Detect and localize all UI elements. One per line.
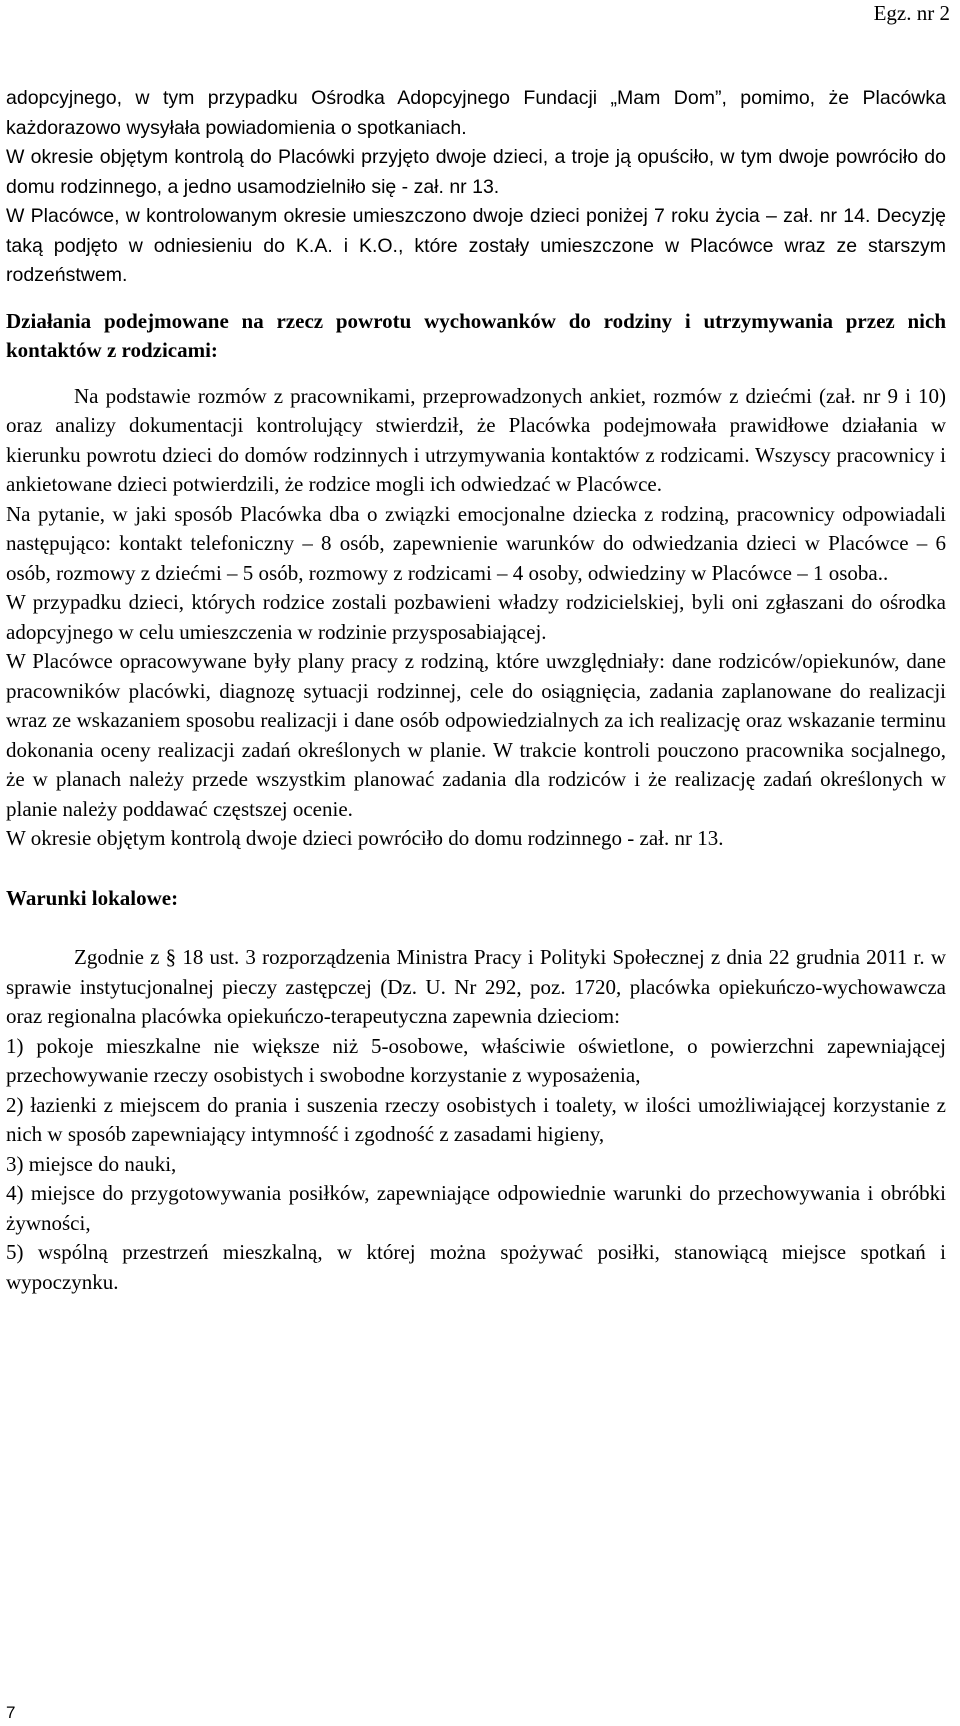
page-number: 7 <box>6 1703 16 1722</box>
paragraph-admissions: W okresie objętym kontrolą do Placówki przyjęto dwoje dzieci, a troje ją opuściło, w tym dwoje powróciło do domu rodzinnego, a jedno usamodzielniło się - zał. nr 13. <box>6 146 946 198</box>
list-item-common-space: 5) wspólną przestrzeń mieszkalną, w której można spożywać posiłki, stanowiącą miejsce spotkań i wypoczynku. <box>6 1240 946 1294</box>
list-item-study-place: 3) miejsce do nauki, <box>6 1151 177 1176</box>
section-heading-housing: Warunki lokalowe: <box>6 885 179 910</box>
paragraph-adoption-center: adopcyjnego, w tym przypadku Ośrodka Adopcyjnego Fundacji „Mam Dom”, pomimo, że Placówka każdorazowo wysyłała powiadomienia o spotkaniach. <box>6 87 946 139</box>
paragraph-emotional-bonds: Na pytanie, w jaki sposób Placówka dba o związki emocjonalne dziecka z rodziną, pracownicy odpowiadali następująco: kontakt telefoniczny – 8 osób, zapewnienie warunków do odwiedzania dzieci w Placówce – 6 osób, rozmowy z dziećmi – 5 osób, rozmowy z rodzicami – 4 osoby, odwiedziny w Placówce – 1 osoba.. <box>6 501 946 585</box>
document-body <box>6 84 946 1297</box>
list-item-bathrooms: 2) łazienki z miejscem do prania i suszenia rzeczy osobistych i toalety, w ilości umożliwiającej korzystanie z nich w sposób zapewniający intymność i zgodność z zasadami higieny, <box>6 1092 946 1146</box>
paragraph-regulation: Zgodnie z § 18 ust. 3 rozporządzenia Ministra Pracy i Polityki Społecznej z dnia 22 grudnia 2011 r. w sprawie instytucjonalnej pieczy zastępczej (Dz. U. Nr 292, poz. 1720, placówka opiekuńczo-wychowawcza oraz regionalna placówka opiekuńczo-terapeutyczna zapewnia dzieciom: <box>6 945 946 1028</box>
section-heading-family-return: Działania podejmowane na rzecz powrotu wychowanków do rodziny i utrzymywania przez nich kontaktów z rodzicami: <box>6 308 946 362</box>
paragraph-under-seven: W Placówce, w kontrolowanym okresie umieszczono dwoje dzieci poniżej 7 roku życia – zał. nr 14. Decyzję taką podjęto w odniesieniu do K.A. i K.O., które zostały umieszczone w Placówce wraz ze starszym rodzeństwem. <box>6 205 946 286</box>
list-item-kitchen: 4) miejsce do przygotowywania posiłków, zapewniające odpowiednie warunki do przechowywania i obróbki żywności, <box>6 1181 946 1235</box>
list-item-rooms: 1) pokoje mieszkalne nie większe niż 5-osobowe, właściwie oświetlone, o powierzchni zapewniającej przechowywanie rzeczy osobistych i swobodne korzystanie z wyposażenia, <box>6 1033 946 1087</box>
paragraph-interviews: Na podstawie rozmów z pracownikami, przeprowadzonych ankiet, rozmów z dziećmi (zał. nr 9 i 10) oraz analizy dokumentacji kontrolujący stwierdził, że Placówka podejmowała prawidłowe działania w kierunku powrotu dzieci do domów rodzinnych i utrzymywania kontaktów z rodzicami. Wszyscy pracownicy i ankietowane dzieci potwierdzili, że rodzice mogli ich odwiedzać w Placówce. <box>6 383 946 496</box>
paragraph-family-plans: W Placówce opracowywane były plany pracy z rodziną, które uwzględniały: dane rodziców/opiekunów, dane pracowników placówki, diagnozę sytuacji rodzinnej, cele do osiągnięcia, zadania zaplanowane do realizacji wraz ze wskazaniem sposobu realizacji i dane osób odpowiedzialnych za ich realizację oraz wskazanie terminu dokonania oceny realizacji zadań określonych w planie. W trakcie kontroli pouczono pracownika socjalnego, że w planach należy przede wszystkim planować zadania dla rodziców i że realizację zadań określonych w planie należy poddawać częstszej ocenie. <box>6 649 946 821</box>
paragraph-returned-children: W okresie objętym kontrolą dwoje dzieci powróciło do domu rodzinnego - zał. nr 13. <box>6 826 724 850</box>
copy-number-label: Egz. nr 2 <box>873 1 950 25</box>
paragraph-parental-rights: W przypadku dzieci, których rodzice zostali pozbawieni władzy rodzicielskiej, byli oni zgłaszani do ośrodka adopcyjnego w celu umieszczenia w rodzinie przysposabiającej. <box>6 590 946 644</box>
